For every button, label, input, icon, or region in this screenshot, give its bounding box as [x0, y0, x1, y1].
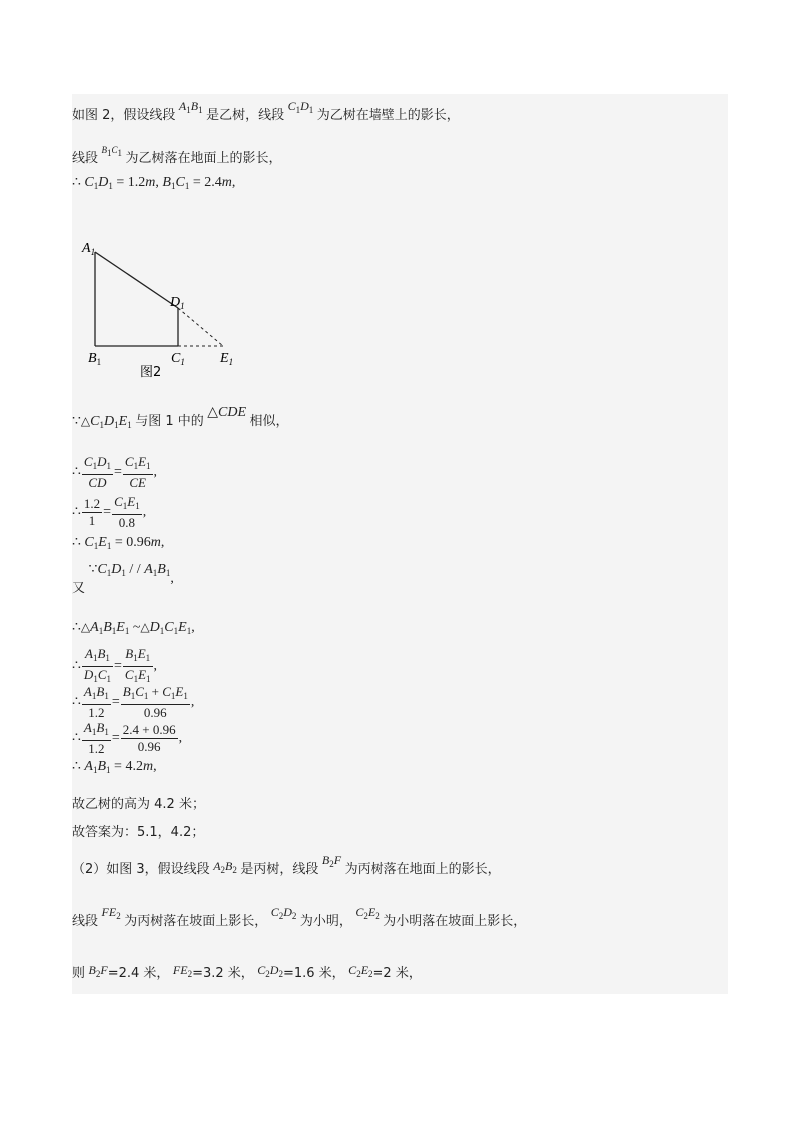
step-9: ∴ $A_1B_1 = 4.2m$, — [72, 759, 157, 775]
figure-2 — [78, 238, 278, 378]
label-a1: $A_1$ — [82, 241, 96, 257]
conclusion: 故乙树的高为 4.2 米； — [72, 797, 205, 812]
step-8: ∴ $\frac{A_1B_1}{1.2}$ = $\frac{2.4 + 0.96}{0.96}$ , — [72, 720, 183, 756]
step-7: ∴ $\frac{A_1B_1}{1.2}$ = $\frac{B_1C_1 + C_1E_1}{0.96}$ , — [72, 684, 195, 720]
similar-line: $\because\triangle C_1D_1E_1$ 与图 1 中的 △CDE 相似， — [72, 405, 289, 430]
document-page — [72, 94, 728, 994]
step-5: $\therefore\triangle A_1B_1E_1$ $\sim\triangle D_1C_1E_1$, — [72, 620, 195, 636]
text: 线段 — [72, 151, 99, 166]
text: 相似， — [249, 414, 289, 429]
label-b1: $B_1$ — [88, 351, 102, 367]
step-6: ∴ $\frac{A_1B_1}{D_1C_1}$ = $\frac{B_1E_1}{C_1E_1}$ , — [72, 646, 158, 684]
text: 与图 1 中的 — [135, 414, 204, 429]
part-2-line-3: 则 $B_2F=2.4$ 米， $FE_2=3.2$ 米， $C_2D_2=1.6$ 米， $C_2E_2=2$ 米， — [72, 963, 422, 981]
para-2: 线段 $^{B_1C_1}$ 为乙树落在地面上的影长， — [72, 145, 282, 166]
part-2-line-1: （2）如图 3，假设线段 $A_2B_2$ 是丙树，线段 $B_2F$ 为丙树落在地面上的影长， — [72, 853, 501, 877]
answer: 故答案为：5.1，4.2； — [72, 825, 205, 840]
text: 为乙树落在地面上的影长， — [125, 151, 282, 166]
part-2-line-2: 线段 $FE_2$ 为丙树落在坡面上影长， $C_2D_2$ 为小明， $C_2E_2$ 为小明落在坡面上影长， — [72, 905, 527, 929]
label-e1: $E_1$ — [220, 351, 234, 367]
step-1: ∴ $\frac{C_1D_1}{CD}$ = $\frac{C_1E_1}{CE}$ , — [72, 454, 158, 490]
step-2: ∴ $\frac{1.2}{1}$ = $\frac{C_1E_1}{0.8}$ , — [72, 494, 147, 530]
text: 为乙树在墙壁上的影长， — [316, 108, 460, 123]
text: 如图 2，假设线段 — [72, 108, 176, 123]
label-c1: $C_1$ — [171, 351, 185, 367]
given-line: ∴ $C_1D_1 = 1.2m$, $B_1C_1 = 2.4m$, — [72, 175, 236, 191]
therefore-symbol: ∴ — [72, 175, 81, 190]
text: 是乙树，线段 — [206, 108, 285, 123]
label-d1: $D_1$ — [170, 295, 185, 311]
step-4: 又 $\because C_1D_1$ / / $A_1B_1$, — [72, 562, 174, 596]
step-3: ∴ $C_1E_1 = 0.96m$, — [72, 535, 165, 551]
para-1: 如图 2，假设线段 $A_1B_1$ 是乙树，线段 $C_1D_1$ 为乙树在墙壁上的影长， — [72, 99, 460, 123]
figure-caption: 图2 — [140, 365, 162, 378]
